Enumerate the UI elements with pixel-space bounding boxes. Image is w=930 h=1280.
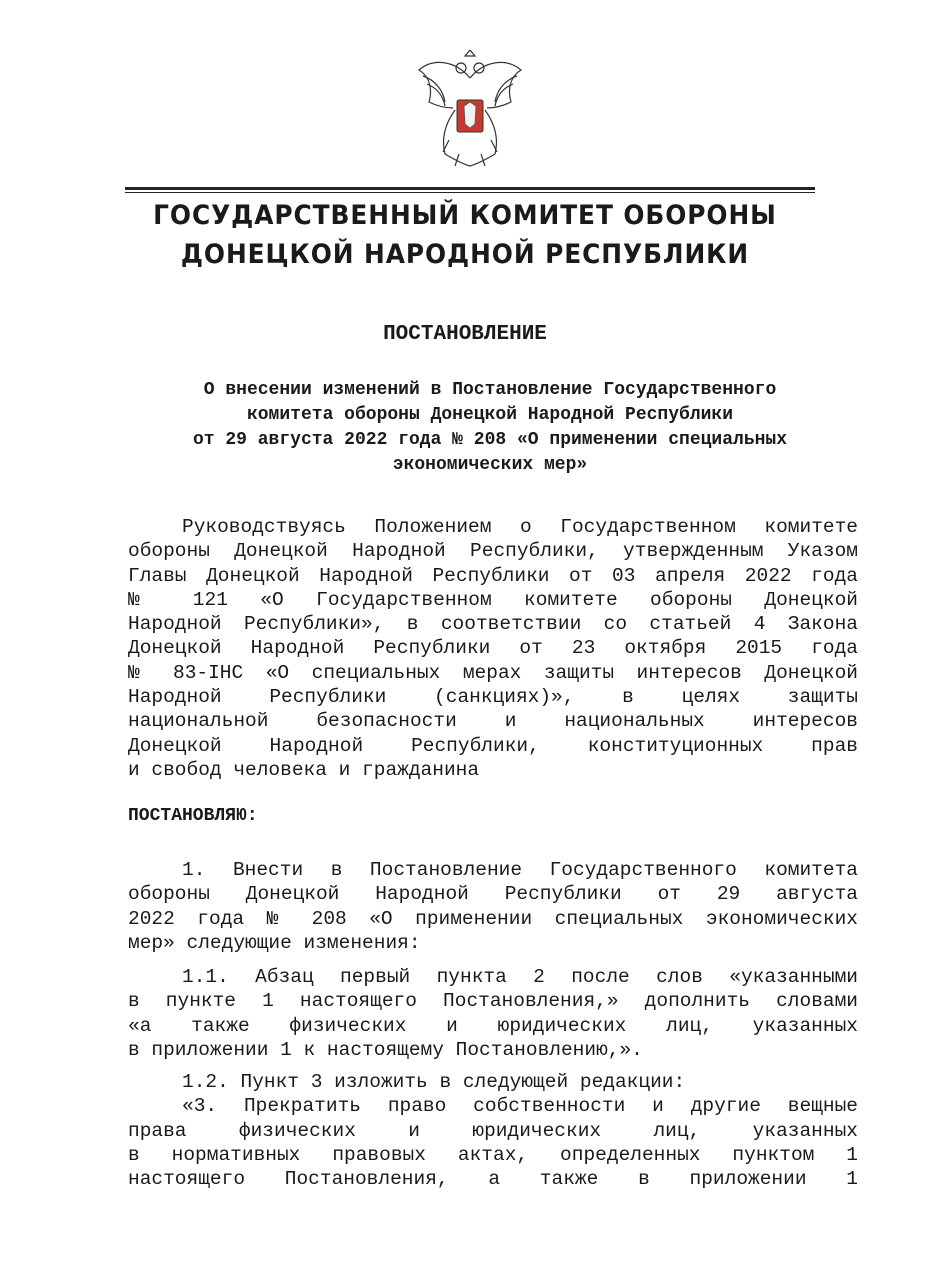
text-line: 1.1. Абзац первый пункта 2 после слов «указанными [182, 966, 858, 988]
organization-name-line1: ГОСУДАРСТВЕННЫЙ КОМИТЕТ ОБОРОНЫ [153, 200, 777, 231]
text-line: Главы Донецкой Народной Республики от 03 апреля 2022 года [128, 564, 858, 587]
text-line: в нормативных правовых актах, определенных пунктом 1 [128, 1143, 858, 1166]
text-line: Руководствуясь Положением о Государственном комитете [182, 516, 858, 538]
text-line: Народной Республики (санкциях)», в целях защиты [128, 686, 858, 709]
text-line: и свобод человека и гражданина [128, 758, 480, 781]
text-line: Донецкой Народной Республики от 23 октября 2015 года [128, 637, 858, 660]
subject-line: комитета обороны Донецкой Народной Республики [246, 405, 734, 425]
text-line: в пункте 1 настоящего Постановления,» дополнить словами [128, 990, 858, 1013]
text-line: № 121 «О Государственном комитете обороны Донецкой [128, 588, 858, 611]
preamble-paragraph [128, 515, 858, 782]
item-1-paragraph [128, 858, 858, 955]
subject-line: экономических мер» [392, 455, 588, 475]
text-line: 1. Внести в Постановление Государственного комитета [182, 859, 858, 881]
text-line: мер» следующие изменения: [128, 931, 421, 954]
document-type: ПОСТАНОВЛЕНИЕ [383, 323, 547, 346]
text-line: обороны Донецкой Народной Республики от 29 августа [128, 883, 858, 906]
organization-name-line2: ДОНЕЦКОЙ НАРОДНОЙ РЕСПУБЛИКИ [180, 239, 750, 270]
text-line: 2022 года № 208 «О применении специальных экономических [128, 907, 858, 930]
subject-line: О внесении изменений в Постановление Государственного [203, 380, 777, 400]
header-rule-thin [125, 192, 815, 193]
text-line: национальной безопасности и национальных интересов [128, 710, 858, 733]
text-line: обороны Донецкой Народной Республики, утвержденным Указом [128, 540, 858, 563]
document-subject [140, 378, 840, 478]
coat-of-arms-icon [415, 50, 525, 168]
text-line: Народной Республики», в соответствии со статьей 4 Закона [128, 613, 858, 636]
text-line: «а также физических и юридических лиц, указанных [128, 1014, 858, 1037]
text-line: № 83-IНС «О специальных мерах защиты интересов Донецкой [128, 661, 858, 684]
text-line: 1.2. Пункт 3 изложить в следующей редакции: [182, 1071, 686, 1093]
text-line: Донецкой Народной Республики, конституционных прав [128, 734, 858, 757]
resolve-label: ПОСТАНОВЛЯЮ: [128, 806, 258, 826]
subject-line: от 29 августа 2022 года № 208 «О применении специальных [192, 430, 788, 450]
item-1-2-paragraph [128, 1070, 858, 1191]
header-rule-thick [125, 187, 815, 190]
item-1-1-paragraph [128, 965, 858, 1062]
text-line: в приложении 1 к настоящему Постановлению,». [128, 1038, 643, 1061]
text-line: права физических и юридических лиц, указанных [128, 1119, 858, 1142]
text-line: настоящего Постановления, а также в приложении 1 [128, 1168, 858, 1191]
text-line: «3. Прекратить право собственности и другие вещные [182, 1095, 858, 1118]
